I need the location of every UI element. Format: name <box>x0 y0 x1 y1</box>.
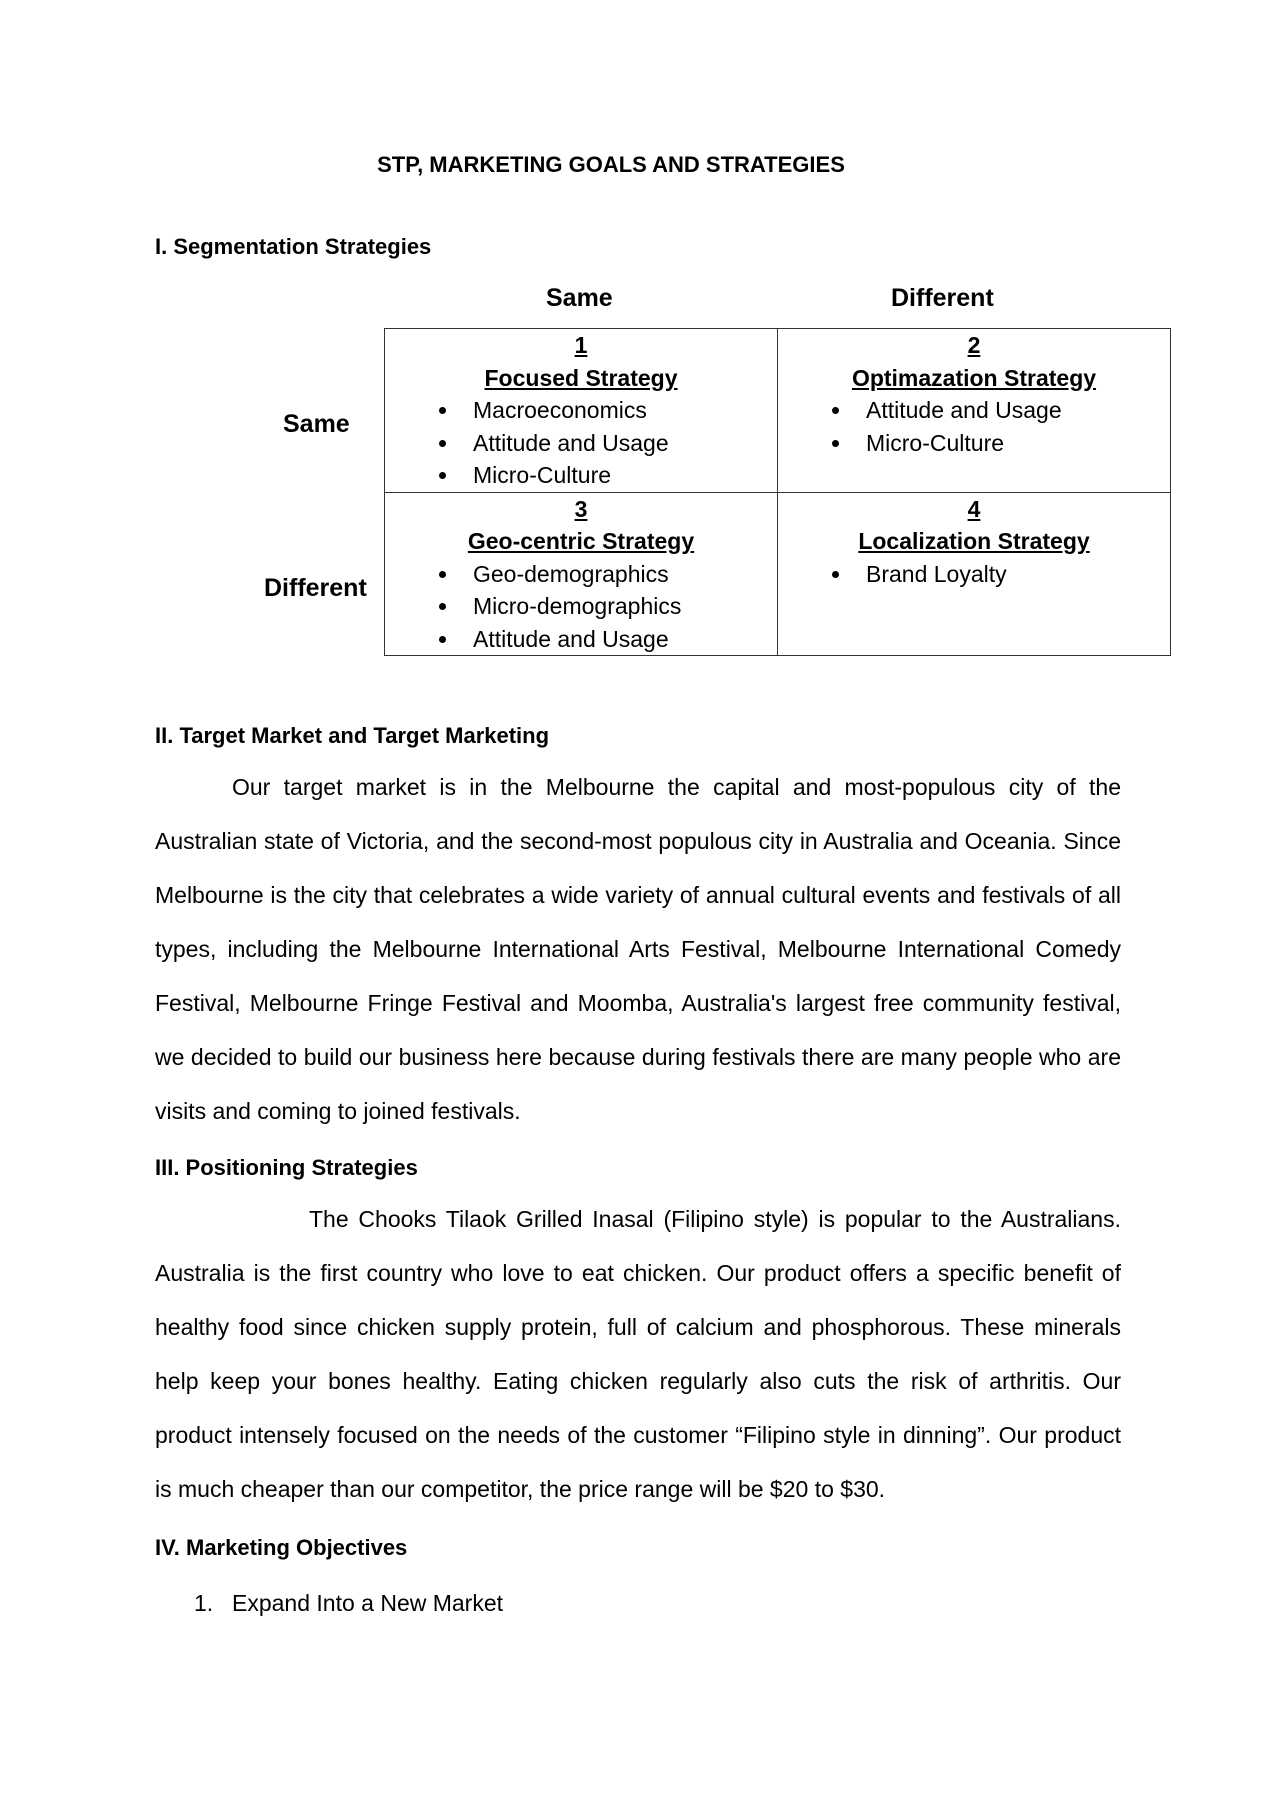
segmentation-heading: I. Segmentation Strategies <box>155 234 432 259</box>
list-item: Attitude and Usage <box>385 427 777 460</box>
cell-number: 4 <box>967 495 981 522</box>
row-header-same: Same <box>283 410 350 438</box>
cell-strategy-name: Localization Strategy <box>858 528 1090 554</box>
cell-bullet-list <box>385 394 777 492</box>
list-item: Micro-demographics <box>385 590 777 623</box>
cell-number: 2 <box>967 332 981 358</box>
list-item: Attitude and Usage <box>778 394 1170 427</box>
target-market-paragraph: Our target market is in the Melbourne the capital and most-populous city of the Australian state of Victoria, and the second-most populous city in Australia and Oceania. Since Melbourne is the city that celebrates a wide variety of annual cultural events and festivals of all types, including the Melbourne International Arts Festival, Melbourne International Comedy Festival, Melbourne Fringe Festival and Moomba, Australia's largest free community festival, we decided to build our business here because during festivals there are many people who are visits and coming to joined festivals. <box>155 774 1121 1124</box>
list-item: Geo-demographics <box>385 558 777 591</box>
cell-number: 1 <box>574 332 588 358</box>
target-market-heading: II. Target Market and Target Marketing <box>155 723 550 748</box>
positioning-heading: III. Positioning Strategies <box>155 1155 418 1180</box>
cell-bullet-list <box>778 394 1170 459</box>
matrix-cell-4 <box>778 492 1171 656</box>
objective-text: Expand Into a New Market <box>232 1590 504 1616</box>
list-item: Micro-Culture <box>385 459 777 492</box>
column-header-different: Different <box>891 284 994 312</box>
list-item: Micro-Culture <box>778 427 1170 460</box>
row-header-different: Different <box>264 574 367 602</box>
cell-bullet-list <box>385 558 777 656</box>
objectives-heading: IV. Marketing Objectives <box>155 1535 408 1560</box>
objective-item <box>194 1590 503 1617</box>
objective-number: 1. <box>194 1590 214 1616</box>
cell-strategy-name: Focused Strategy <box>484 364 678 391</box>
list-item: Attitude and Usage <box>385 623 777 656</box>
cell-strategy-name: Geo-centric Strategy <box>467 528 695 554</box>
positioning-paragraph: The Chooks Tilaok Grilled Inasal (Filipino style) is popular to the Australians. Australia is the first country who love to eat chicken. Our product offers a specific benefit of healthy food since chicken supply protein, full of calcium and phosphorous. These minerals help keep your bones healthy. Eating chicken regularly also cuts the risk of arthritis. Our product intensely focused on the needs of the customer “Filipino style in dinning”. Our product is much cheaper than our competitor, the price range will be $20 to $30. <box>155 1206 1121 1502</box>
segmentation-matrix <box>384 328 1171 656</box>
cell-bullet-list <box>778 558 1170 591</box>
list-item: Macroeconomics <box>385 394 777 427</box>
cell-number: 3 <box>574 495 588 522</box>
matrix-cell-3 <box>385 492 778 656</box>
matrix-cell-1 <box>385 329 778 493</box>
list-item: Brand Loyalty <box>778 558 1170 591</box>
matrix-cell-2 <box>778 329 1171 493</box>
cell-strategy-name: Optimazation Strategy <box>851 364 1097 391</box>
column-header-same: Same <box>546 284 613 312</box>
document-title: STP, MARKETING GOALS AND STRATEGIES <box>377 152 845 177</box>
